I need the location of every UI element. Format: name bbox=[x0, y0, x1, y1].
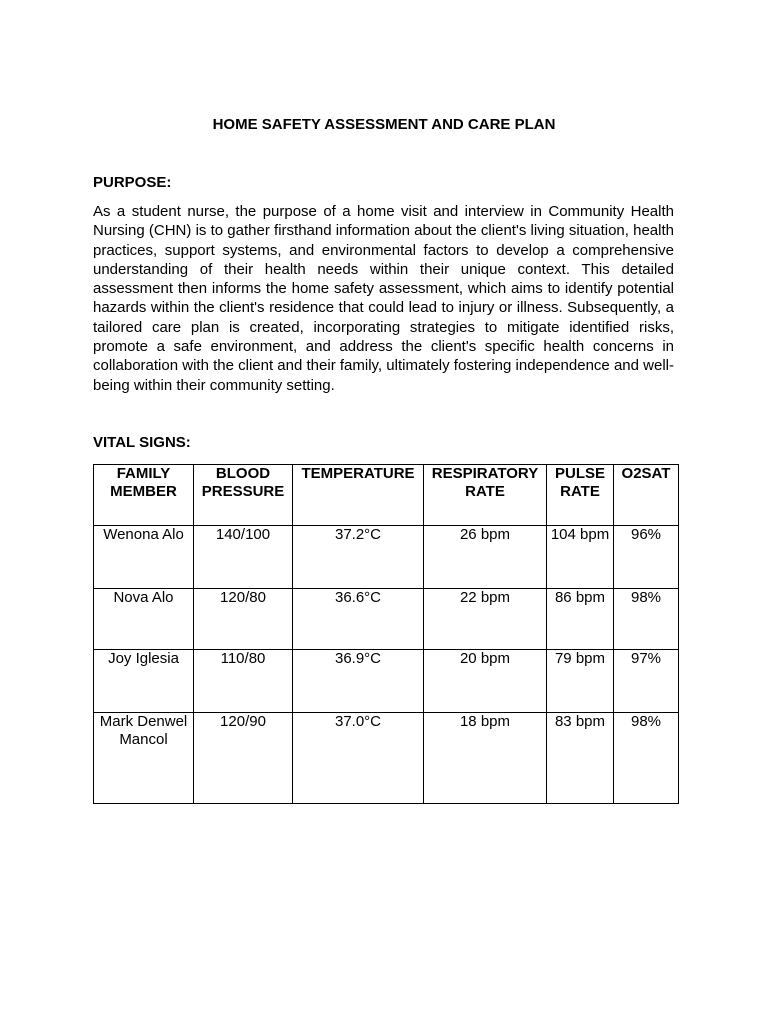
cell-o2sat: 96% bbox=[614, 526, 679, 589]
header-blood-pressure: BLOOD PRESSURE bbox=[194, 465, 293, 526]
cell-respiratory-rate: 20 bpm bbox=[424, 650, 547, 713]
header-respiratory-rate: RESPIRATORY RATE bbox=[424, 465, 547, 526]
cell-temperature: 36.6°C bbox=[293, 589, 424, 650]
table-row bbox=[94, 650, 679, 713]
header-o2sat: O2SAT bbox=[614, 465, 679, 526]
header-pulse-rate: PULSE RATE bbox=[547, 465, 614, 526]
document-title: HOME SAFETY ASSESSMENT AND CARE PLAN bbox=[212, 116, 556, 133]
header-family-member: FAMILY MEMBER bbox=[94, 465, 194, 526]
cell-blood-pressure: 120/80 bbox=[194, 589, 293, 650]
vital-signs-heading: VITAL SIGNS: bbox=[93, 434, 191, 451]
cell-pulse-rate: 83 bpm bbox=[547, 713, 614, 804]
cell-temperature: 36.9°C bbox=[293, 650, 424, 713]
cell-blood-pressure: 110/80 bbox=[194, 650, 293, 713]
cell-family-member: Mark Denwel Mancol bbox=[94, 713, 194, 804]
table-row bbox=[94, 713, 679, 804]
table-row bbox=[94, 589, 679, 650]
vital-signs-table bbox=[93, 464, 679, 804]
cell-family-member: Joy Iglesia bbox=[94, 650, 194, 713]
cell-blood-pressure: 120/90 bbox=[194, 713, 293, 804]
purpose-heading: PURPOSE: bbox=[93, 174, 172, 191]
cell-o2sat: 97% bbox=[614, 650, 679, 713]
cell-family-member: Nova Alo bbox=[94, 589, 194, 650]
cell-o2sat: 98% bbox=[614, 589, 679, 650]
table-row bbox=[94, 526, 679, 589]
cell-pulse-rate: 86 bpm bbox=[547, 589, 614, 650]
purpose-paragraph: As a student nurse, the purpose of a home visit and interview in Community Health Nursing (CHN) is to gather firsthand information about the client's living situation, health practices, support systems, and environmental factors to develop a comprehensive understanding of their health needs within their unique context. This detailed assessment then informs the home safety assessment, which aims to identify potential hazards within the client's residence that could lead to injury or illness. Subsequently, a tailored care plan is created, incorporating strategies to mitigate identified risks, promote a safe environment, and address the client's specific health concerns in collaboration with the client and their family, ultimately fostering independence and well-being within their community setting. bbox=[93, 203, 674, 394]
cell-respiratory-rate: 22 bpm bbox=[424, 589, 547, 650]
header-temperature: TEMPERATURE bbox=[293, 465, 424, 526]
cell-pulse-rate: 79 bpm bbox=[547, 650, 614, 713]
table-header-row bbox=[94, 465, 679, 526]
cell-pulse-rate: 104 bpm bbox=[547, 526, 614, 589]
cell-blood-pressure: 140/100 bbox=[194, 526, 293, 589]
cell-respiratory-rate: 26 bpm bbox=[424, 526, 547, 589]
cell-temperature: 37.2°C bbox=[293, 526, 424, 589]
cell-temperature: 37.0°C bbox=[293, 713, 424, 804]
cell-family-member: Wenona Alo bbox=[94, 526, 194, 589]
cell-o2sat: 98% bbox=[614, 713, 679, 804]
cell-respiratory-rate: 18 bpm bbox=[424, 713, 547, 804]
